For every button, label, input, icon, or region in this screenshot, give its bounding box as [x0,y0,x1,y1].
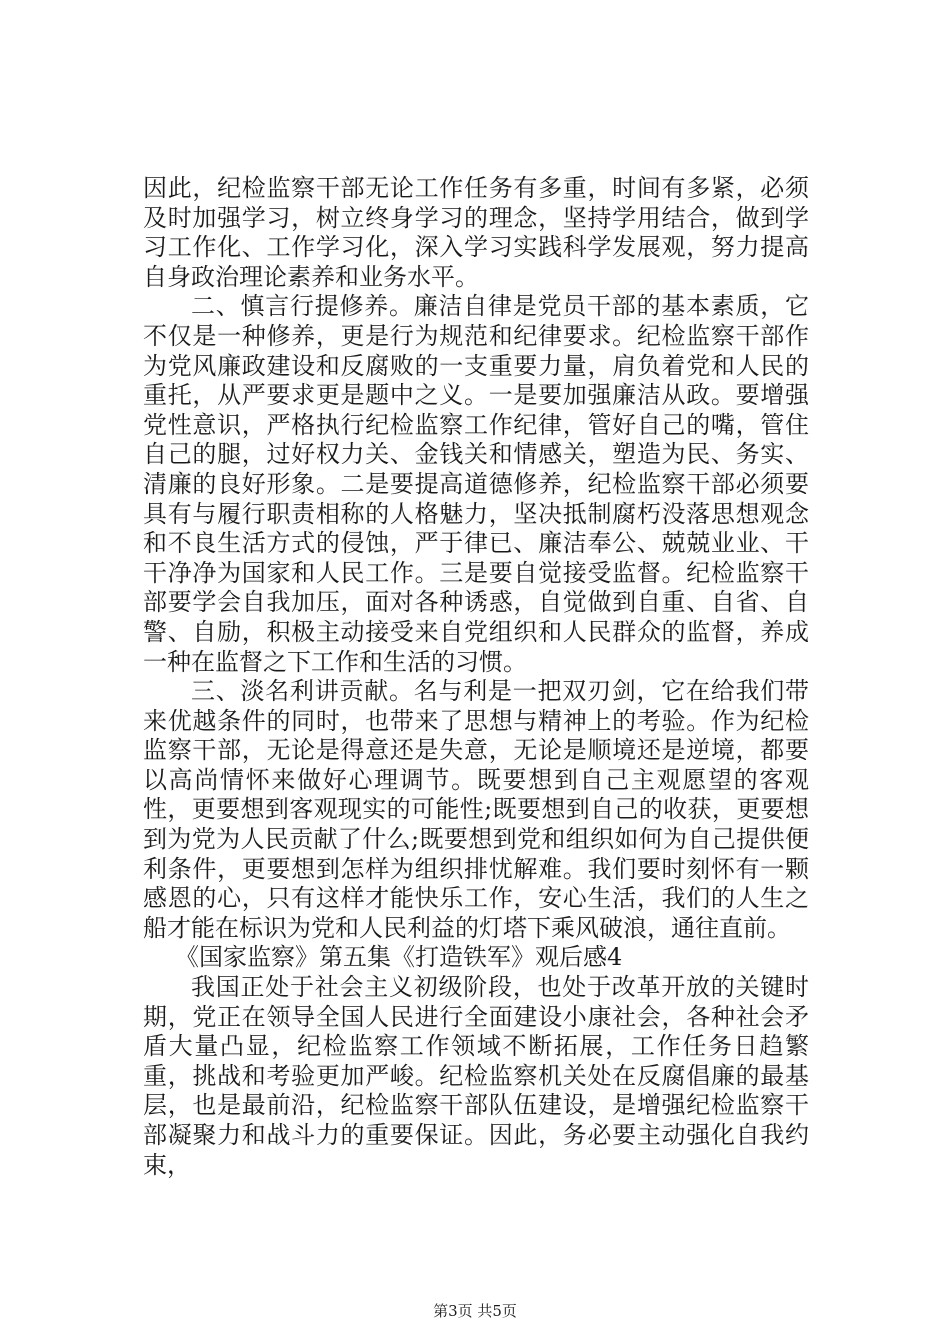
paragraph-section-three: 三、淡名利讲贡献。名与利是一把双刃剑，它在给我们带来优越条件的同时，也带来了思想与精神上的考验。作为纪检监察干部，无论是得意还是失意，无论是顺境还是逆境，都要以高尚情怀来做好心理调节。既要想到自己主观愿望的客观性，更要想到客观现实的可能性;既要想到自己的收获，更要想到为党为人民贡献了什么;既要想到党和组织如何为自己提供便利条件，更要想到怎样为组织排忧解难。我们要时刻怀有一颗感恩的心，只有这样才能快乐工作，安心生活，我们的人生之船才能在标识为党和人民利益的灯塔下乘风破浪，通往直前。 [143,677,809,942]
page-number-footer: 第3页 共5页 [433,1302,517,1320]
paragraph-continuation: 因此，纪检监察干部无论工作任务有多重，时间有多紧，必须及时加强学习，树立终身学习的理念，坚持学用结合，做到学习工作化、工作学习化，深入学习实践科学发展观，努力提高自身政治理论素养和业务水平。 [143,174,809,291]
paragraph-article-body: 我国正处于社会主义初级阶段，也处于改革开放的关键时期，党正在领导全国人民进行全面建设小康社会，各种社会矛盾大量凸显，纪检监察工作领域不断拓展，工作任务日趋繁重，挑战和考验更加严峻。纪检监察机关处在反腐倡廉的最基层，也是最前沿，纪检监察干部队伍建设，是增强纪检监察干部凝聚力和战斗力的重要保证。因此，务必要主动强化自我约束， [143,973,809,1179]
paragraph-section-two: 二、慎言行提修养。廉洁自律是党员干部的基本素质，它不仅是一种修养，更是行为规范和纪律要求。纪检监察干部作为党风廉政建设和反腐败的一支重要力量，肩负着党和人民的重托，从严要求更是题中之义。一是要加强廉洁从政。要增强党性意识，严格执行纪检监察工作纪律，管好自己的嘴，管住自己的腿，过好权力关、金钱关和情感关，塑造为民、务实、清廉的良好形象。二是要提高道德修养，纪检监察干部必须要具有与履行职责相称的人格魅力，坚决抵制腐朽没落思想观念和不良生活方式的侵蚀，严于律已、廉洁奉公、兢兢业业、干干净净为国家和人民工作。三是要自觉接受监督。纪检监察干部要学会自我加压，面对各种诱惑，自觉做到自重、自省、自警、自励，积极主动接受来自党组织和人民群众的监督，养成一种在监督之下工作和生活的习惯。 [143,292,809,676]
document-body [143,174,809,1180]
article-heading: 《国家监察》第五集《打造铁军》观后感4 [175,943,623,972]
